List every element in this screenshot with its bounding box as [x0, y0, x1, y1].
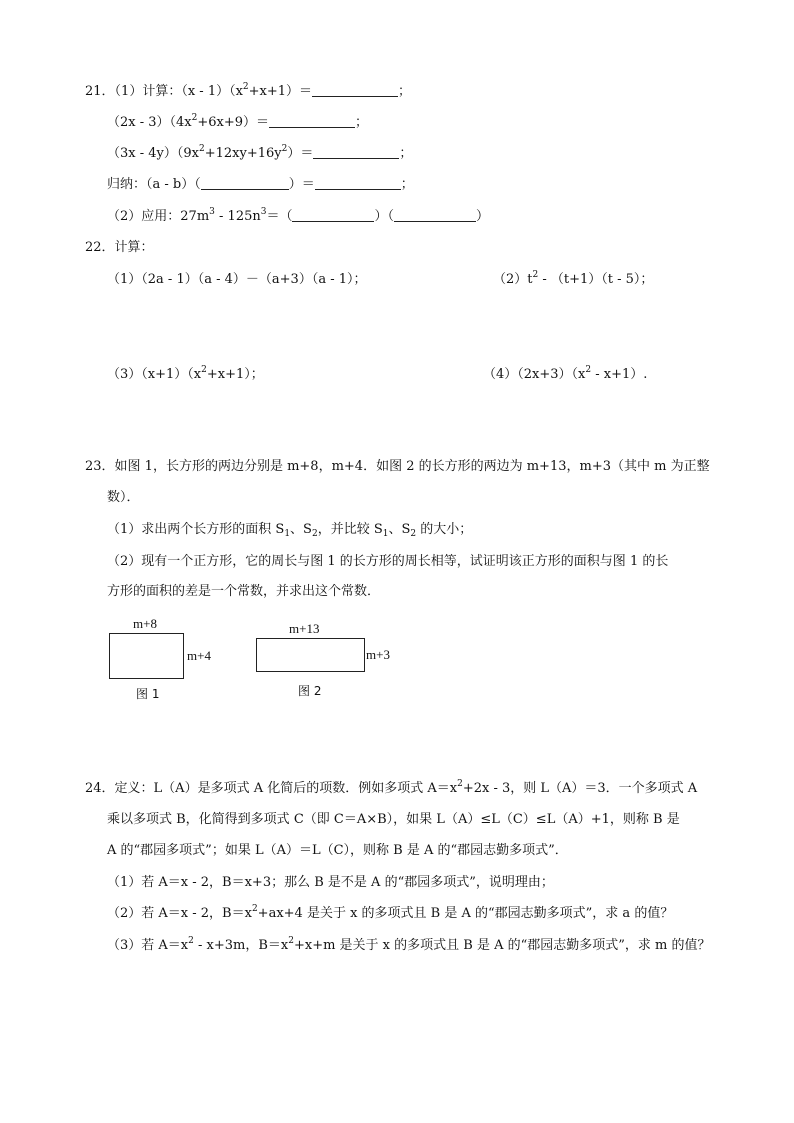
- fig2-side-label: m+3: [366, 647, 390, 662]
- fig2-rectangle: [256, 638, 365, 672]
- q21-line1: 21．（1）计算：$(x - 1)(x^2+x+1)=$ ；: [85, 82, 412, 99]
- fig2-top-label: m+13: [289, 621, 320, 636]
- answer-blank[interactable]: [315, 176, 401, 190]
- q21-induction: 归纳：（a - b）（ ）＝ ；: [107, 177, 414, 192]
- q23-line1: 23．如图 1，长方形的两边分别是 m+8，m+4．如图 2 的长方形的两边为 m+13，m+3（其中 m 为正整: [85, 459, 710, 474]
- q21-line2: $(2x - 3)(4x^2+6x+9)=$ ；: [107, 113, 369, 130]
- q22-number: 22．: [85, 240, 115, 255]
- q22-part3: $(3)(x+1)(x^2+x+1)$；: [107, 365, 264, 382]
- q21-part1-label: （1）计算：: [114, 84, 182, 99]
- q22-part2: $(2)t^2 - (t+1)(t - 5)$；: [493, 270, 654, 287]
- q23-sub1: （1）求出两个长方形的面积 $S_1$、$S_2$，并比较 $S_1$、$S_2$ 的大小；: [107, 522, 473, 539]
- answer-blank[interactable]: [201, 176, 289, 190]
- answer-blank[interactable]: [269, 114, 355, 128]
- q24-line1: 24．定义：L（A）是多项式 A 化简后的项数．例如多项式 $A=x^2+2x - 3$，则 L（A）＝3．一个多项式 A: [85, 779, 698, 796]
- q24-line2: 乘以多项式 B，化简得到多项式 C（即 C＝A×B），如果 L（A）≤L（C）≤L（A）+1，则称 B 是: [107, 812, 680, 827]
- answer-blank[interactable]: [292, 208, 374, 222]
- q23-sub2-line2: 方形的面积的差是一个常数，并求出这个常数．: [107, 584, 381, 599]
- fig1-side-label: m+4: [187, 648, 211, 663]
- fig1-top-label: m+8: [133, 616, 157, 631]
- q22-part4: $(4)(2x+3)(x^2 - x+1)$.: [483, 365, 648, 382]
- q22-part1: （1）（2a - 1）（a - 4）－（a+3）（a - 1）；: [107, 272, 367, 287]
- q24-line3: A 的“郡园多项式”；如果 L（A）＝L（C），则称 B 是 A 的“郡园志勤多项式”．: [107, 843, 568, 858]
- q24-sub3: （3）若 $A=x^2 - x+3m$，$B=x^2+x+m$ 是关于 x 的多项式且 B 是 A 的“郡园志勤多项式”，求 m 的值？: [107, 936, 711, 953]
- answer-blank[interactable]: [312, 83, 398, 97]
- q24-number: 24．: [85, 781, 115, 796]
- fig1-caption: 图 1: [136, 687, 160, 701]
- q23-sub2-line1: （2）现有一个正方形，它的周长与图 1 的长方形的周长相等，试证明该正方形的面积与图 1 的长: [107, 554, 669, 569]
- q21-part2: （2）应用：$27m^3 - 125n^3=$（ ）（ ）: [107, 207, 490, 224]
- fig2-caption: 图 2: [298, 684, 322, 698]
- q21-number: 21．: [85, 84, 115, 99]
- q23-line2: 数）．: [107, 490, 140, 505]
- q21-line3: $(3x - 4y)(9x^2+12xy+16y^2)=$ ；: [107, 144, 413, 161]
- q24-sub1: （1）若 A＝x - 2，B＝x+3；那么 B 是不是 A 的“郡园多项式”，说明理由；: [107, 875, 554, 890]
- fig1-rectangle: [109, 633, 184, 679]
- q22-title: 22．计算：: [85, 240, 154, 255]
- answer-blank[interactable]: [394, 208, 476, 222]
- q24-sub2: （2）若 A＝x - 2，$B=x^2+ax+4$ 是关于 x 的多项式且 B 是 A 的“郡园志勤多项式”，求 a 的值？: [107, 904, 674, 921]
- answer-blank[interactable]: [313, 145, 399, 159]
- q23-number: 23．: [85, 459, 115, 474]
